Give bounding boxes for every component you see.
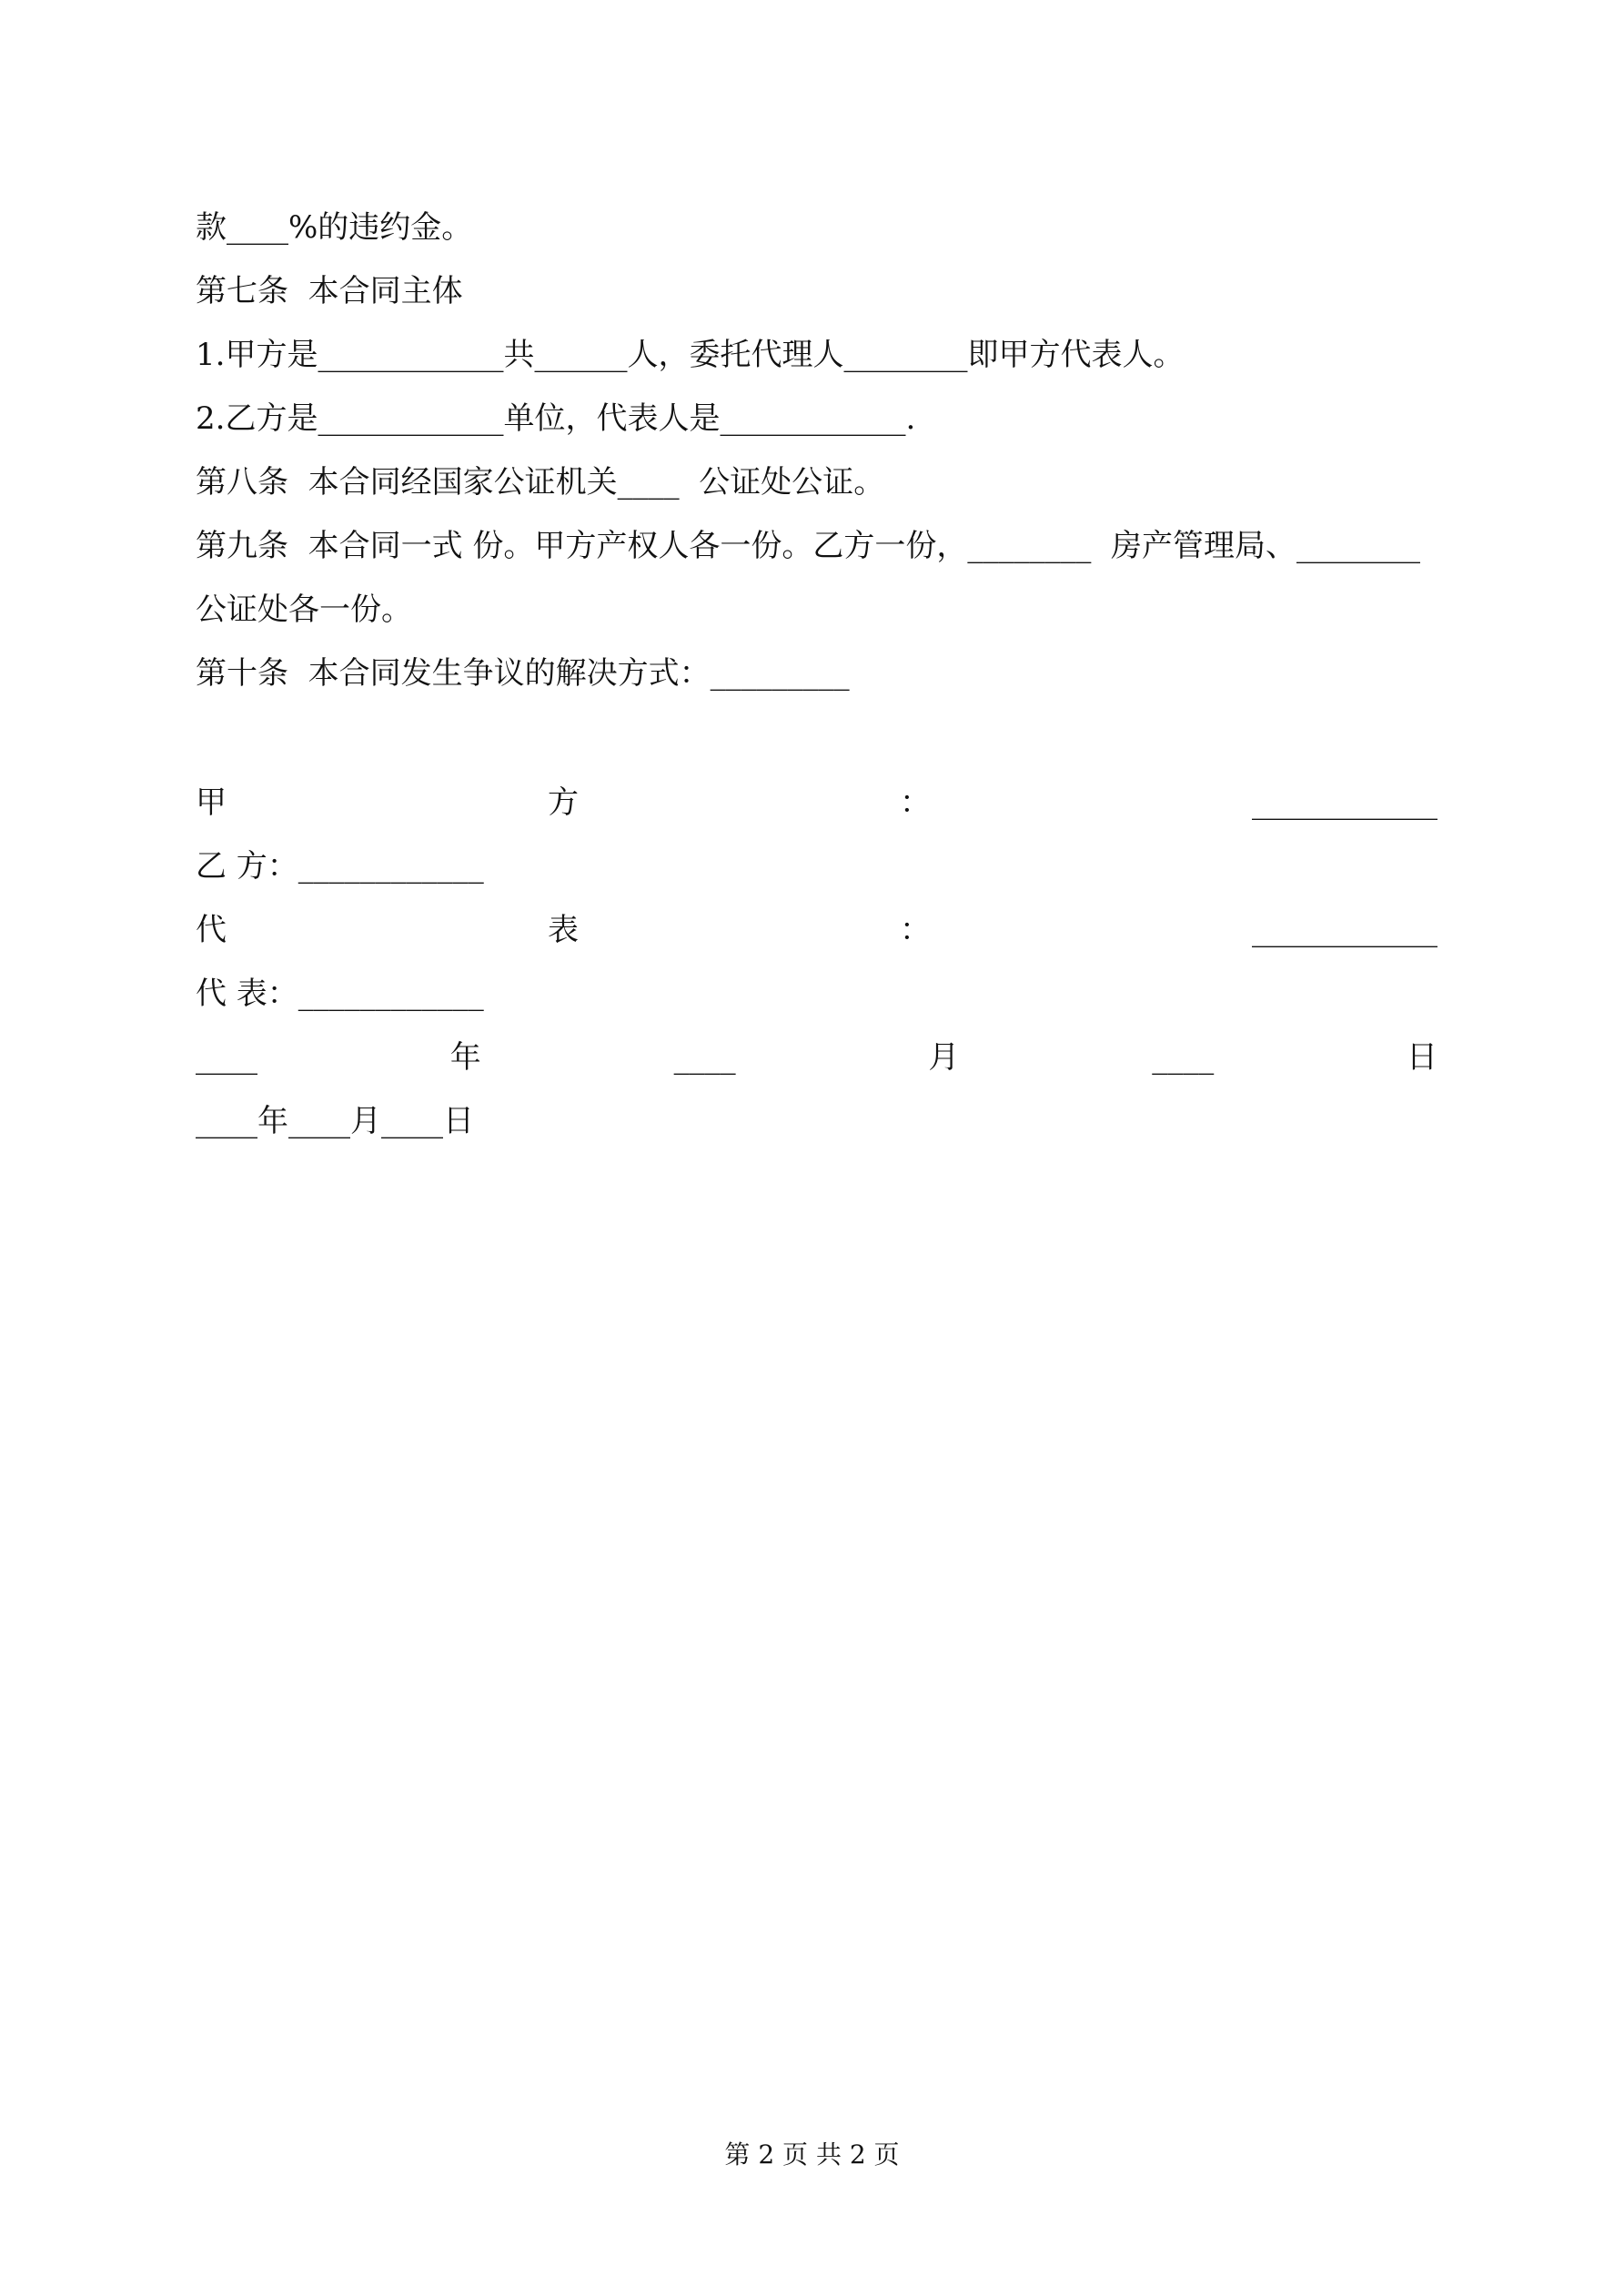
article-9-line-1: 第九条 本合同一式 份。甲方产权人各一份。乙方一份，________ 房产管理局、________: [196, 528, 1421, 564]
date-a-month: 月: [928, 1039, 960, 1076]
representative-a-signature-line: [196, 910, 1437, 950]
article-7-item-2: 2.乙方是____________单位，代表人是____________.: [196, 400, 916, 437]
article-9-line-2: 公证处各一份。: [196, 592, 412, 628]
date-a-day-blank: ____: [1152, 1039, 1215, 1076]
article-7-item-1: 1.甲方是____________共______人，委托代理人________即甲方代表人。: [196, 337, 1185, 373]
date-a-year-blank: ____: [196, 1039, 257, 1076]
date-b-line: ____年____月____日: [196, 1103, 474, 1139]
rep-a-blank: ____________: [1252, 912, 1437, 948]
rep-a-char-1: 代: [196, 912, 227, 948]
date-a-line: [196, 1037, 1437, 1077]
penalty-clause-tail: 款____%的违约金。: [196, 209, 473, 246]
article-8: 第八条 本合同经国家公证机关____ 公证处公证。: [196, 464, 885, 501]
party-a-blank: ____________: [1252, 784, 1437, 821]
rep-a-char-2: 表: [548, 912, 579, 948]
representative-b-signature-line: 代 表：____________: [196, 976, 484, 1012]
article-10: 第十条 本合同发生争议的解决方式：_________: [196, 655, 850, 692]
rep-a-colon: ：: [900, 912, 931, 948]
article-7-title: 第七条 本合同主体: [196, 273, 463, 309]
party-b-signature-line: 乙 方：____________: [196, 848, 484, 885]
date-a-month-blank: ____: [673, 1039, 736, 1076]
date-a-day: 日: [1406, 1039, 1437, 1076]
page-footer: 第 2 页 共 2 页: [724, 2139, 900, 2170]
party-a-signature-line: [196, 783, 1437, 823]
party-a-colon: ：: [900, 784, 931, 821]
party-a-char-2: 方: [548, 784, 579, 821]
party-a-char-1: 甲: [196, 784, 227, 821]
date-a-year: 年: [449, 1039, 481, 1076]
